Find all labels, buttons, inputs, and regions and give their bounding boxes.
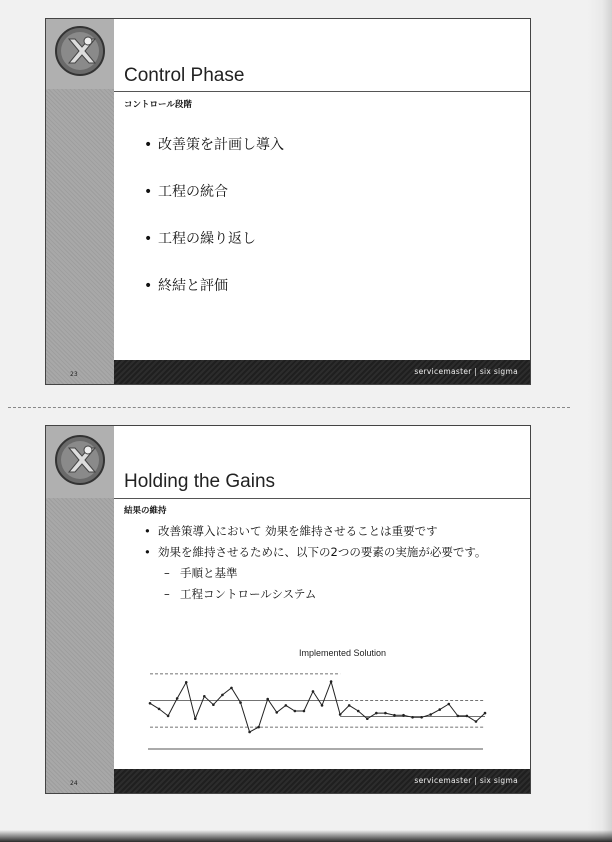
data-point <box>466 715 469 718</box>
sub-bullet-text: 工程コントロールシステム <box>180 587 317 601</box>
slide-control-phase <box>45 18 531 385</box>
data-point <box>438 708 441 711</box>
bullet-text: 改善策を計画し導入 <box>158 137 284 153</box>
bullet-item <box>144 521 486 542</box>
data-point <box>221 694 224 697</box>
bullet-marker: • <box>144 545 151 559</box>
title-rule <box>114 498 530 499</box>
page-number: 24 <box>70 780 78 787</box>
slide-footer: servicemaster | six sigma <box>114 360 530 384</box>
sub-bullet-item <box>144 563 486 584</box>
bullet-text: 終結と評価 <box>158 278 228 294</box>
data-point <box>484 712 487 715</box>
chart-annotation: Implemented Solution <box>299 648 387 658</box>
data-point <box>384 712 387 715</box>
bullet-item <box>144 182 284 229</box>
servicemaster-logo-icon <box>54 25 106 77</box>
data-point <box>357 710 360 713</box>
data-point <box>194 717 197 720</box>
data-point <box>239 701 242 704</box>
bullet-marker: • <box>144 231 153 247</box>
bullet-marker: • <box>144 184 153 200</box>
data-point <box>312 690 315 693</box>
data-point <box>248 731 251 734</box>
data-point <box>411 716 414 719</box>
page-number: 23 <box>70 371 78 378</box>
bullet-list <box>144 521 486 605</box>
bullet-item <box>144 229 284 276</box>
data-point <box>339 713 342 716</box>
data-point <box>375 712 378 715</box>
slide-title: Holding the Gains <box>124 471 276 492</box>
data-point <box>321 704 324 707</box>
data-point <box>348 704 351 707</box>
bullet-marker: • <box>144 278 153 294</box>
sub-bullet-text: 手順と基準 <box>180 566 238 580</box>
bullet-item <box>144 276 284 323</box>
data-point <box>285 704 288 707</box>
data-point <box>167 715 170 718</box>
servicemaster-logo-icon <box>54 434 106 486</box>
data-series-line <box>150 682 485 732</box>
data-point <box>158 708 161 711</box>
bullet-marker: • <box>144 137 153 153</box>
page-bottom-shadow <box>0 830 612 842</box>
data-point <box>429 713 432 716</box>
data-point <box>366 717 369 720</box>
slide-footer: servicemaster | six sigma <box>114 769 530 793</box>
dash-marker: – <box>164 587 170 601</box>
bullet-text: 改善策導入において 効果を維持させることは重要です <box>158 524 438 538</box>
slide-holding-the-gains <box>45 425 531 794</box>
bullet-marker: • <box>144 524 151 538</box>
data-point <box>393 714 396 717</box>
data-point <box>149 702 152 705</box>
data-point <box>475 720 478 723</box>
sub-bullet-item <box>144 584 486 605</box>
cut-line-divider <box>8 407 570 408</box>
data-point <box>294 710 297 713</box>
data-point <box>457 715 460 718</box>
dash-marker: – <box>164 566 170 580</box>
slide-subtitle: コントロール段階 <box>124 100 192 110</box>
data-point <box>176 697 179 700</box>
data-point <box>447 703 450 706</box>
data-point <box>420 716 423 719</box>
bullet-text: 効果を維持させるために、以下の2つの要素の実施が必要です。 <box>158 545 487 559</box>
data-point <box>402 714 405 717</box>
slide-title: Control Phase <box>124 65 245 86</box>
bullet-text: 工程の統合 <box>158 184 228 200</box>
page-right-edge <box>588 0 612 842</box>
bullet-item <box>144 135 284 182</box>
control-chart <box>145 643 495 759</box>
data-point <box>275 711 278 714</box>
bullet-item <box>144 542 486 563</box>
bullet-text: 工程の繰り返し <box>158 231 256 247</box>
data-point <box>257 726 260 729</box>
data-point <box>203 695 206 698</box>
data-point <box>230 687 233 690</box>
slide-subtitle: 結果の維持 <box>124 506 167 516</box>
data-point <box>212 703 215 706</box>
data-point <box>266 698 269 701</box>
title-rule <box>114 91 530 92</box>
data-point <box>330 680 333 683</box>
data-point <box>303 710 306 713</box>
data-point <box>185 681 188 684</box>
bullet-list <box>144 135 284 323</box>
